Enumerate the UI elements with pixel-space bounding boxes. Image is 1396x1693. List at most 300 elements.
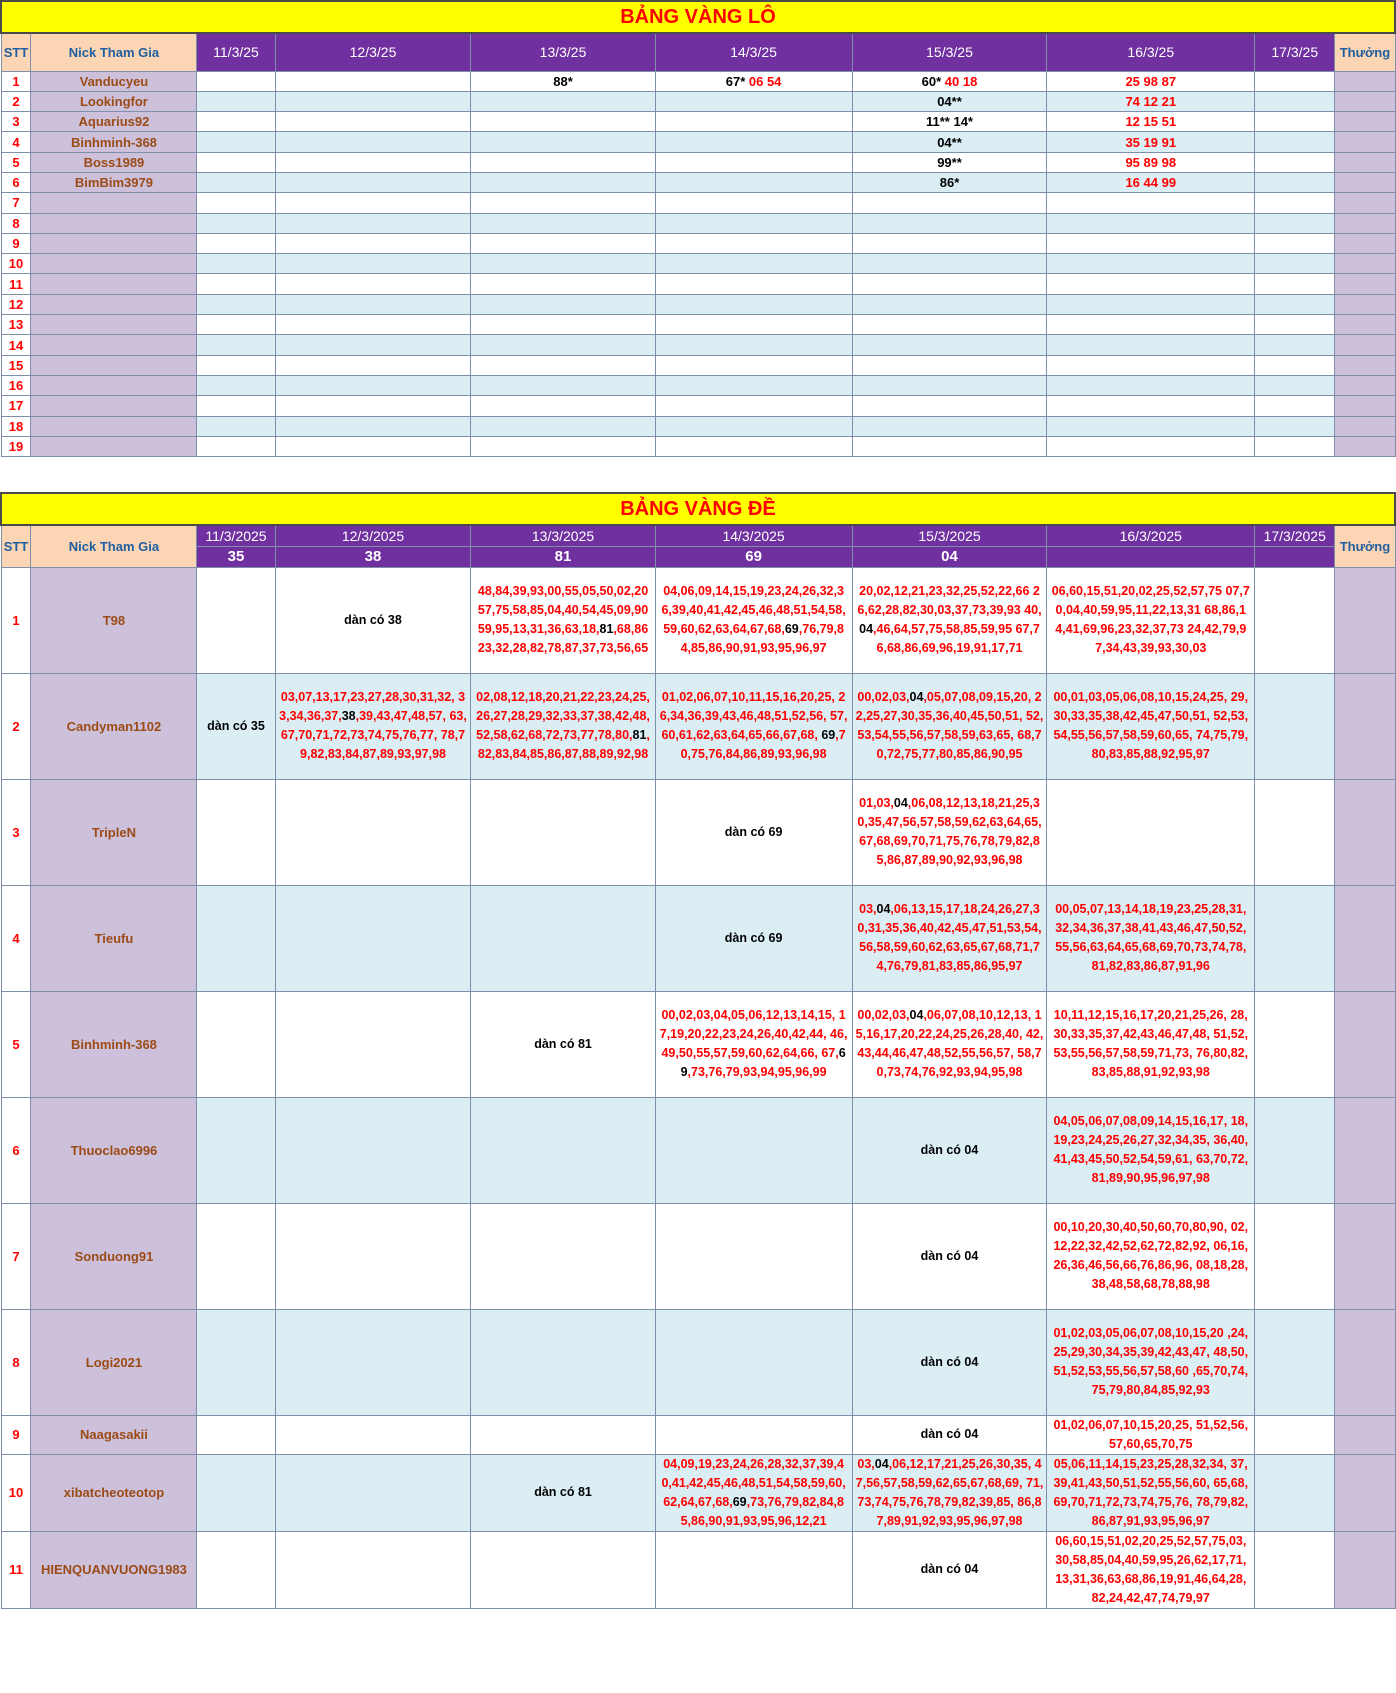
pick-cell bbox=[275, 112, 471, 132]
cell-text: 01,02,06,07,10,11,15,16,20,25, 26,34,36,39,43,46,48,51,52,56, 57,60,61,62,63,64,65,66,67,68, bbox=[659, 690, 848, 742]
pick-cell bbox=[275, 436, 471, 456]
row-thuong bbox=[1335, 172, 1395, 192]
row-stt: 10 bbox=[1, 254, 31, 274]
row-nick: xibatcheoteotop bbox=[31, 1454, 197, 1531]
pick-cell bbox=[275, 991, 471, 1097]
table-row bbox=[1, 885, 1395, 991]
pick-cell bbox=[1047, 294, 1255, 314]
cell-text: 06,60,15,51,02,20,25,52,57,75,03, 30,58,85,04,40,59,95,26,62,17,71, 13,31,36,63,68,86,19,91,46,64,28, 82,24,42,47,74,79,97 bbox=[1055, 1533, 1247, 1605]
row-nick: Vanducyeu bbox=[31, 71, 197, 91]
row-nick: Naagasakii bbox=[31, 1415, 197, 1454]
cell-text: dàn có 69 bbox=[724, 824, 783, 839]
pick-cell bbox=[1047, 1097, 1255, 1203]
cell-text: 03, bbox=[859, 902, 877, 916]
pick-cell bbox=[197, 416, 275, 436]
cell-text: dàn có 81 bbox=[534, 1036, 592, 1051]
row-thuong bbox=[1335, 375, 1395, 395]
table-row bbox=[1, 213, 1395, 233]
pick-cell bbox=[197, 567, 275, 673]
pick-cell bbox=[275, 416, 471, 436]
cell-text: dàn có 04 bbox=[920, 1354, 979, 1369]
pick-cell bbox=[655, 112, 852, 132]
pick-cell bbox=[852, 112, 1047, 132]
pick-cell bbox=[471, 233, 655, 253]
row-thuong bbox=[1335, 416, 1395, 436]
pick-cell bbox=[197, 1309, 275, 1415]
pick-cell bbox=[1255, 152, 1335, 172]
table-row bbox=[1, 152, 1395, 172]
de-header-stt: STT bbox=[1, 525, 31, 567]
table-row bbox=[1, 567, 1395, 673]
row-thuong bbox=[1335, 193, 1395, 213]
de-result: 35 bbox=[197, 546, 275, 567]
pick-cell bbox=[197, 1531, 275, 1608]
de-header-date: 13/3/2025 bbox=[471, 525, 655, 546]
pick-cell bbox=[655, 233, 852, 253]
cell-text: ,70,75,76,84,86,89,93,96,98 bbox=[680, 728, 846, 761]
pick-cell bbox=[655, 673, 852, 779]
pick-cell bbox=[852, 1454, 1047, 1531]
de-header-nick: Nick Tham Gia bbox=[31, 525, 197, 567]
row-stt: 15 bbox=[1, 355, 31, 375]
pick-cell bbox=[655, 1531, 852, 1608]
pick-cell bbox=[1255, 1309, 1335, 1415]
row-thuong bbox=[1335, 1415, 1395, 1454]
pick-cell bbox=[471, 1203, 655, 1309]
pick-cell bbox=[852, 152, 1047, 172]
table-row bbox=[1, 1415, 1395, 1454]
de-result: 81 bbox=[471, 546, 655, 567]
pick-cell bbox=[1047, 254, 1255, 274]
cell-text: dàn có 04 bbox=[920, 1562, 979, 1576]
pick-cell bbox=[655, 396, 852, 416]
pick-cell bbox=[655, 991, 852, 1097]
pick-cell bbox=[471, 396, 655, 416]
row-stt: 2 bbox=[1, 673, 31, 779]
cell-text: 81 bbox=[632, 728, 647, 742]
cell-text: 38 bbox=[341, 709, 356, 723]
pick-cell bbox=[1255, 335, 1335, 355]
pick-cell bbox=[852, 274, 1047, 294]
pick-cell bbox=[1047, 1203, 1255, 1309]
pick-cell bbox=[275, 294, 471, 314]
pick-cell bbox=[1255, 233, 1335, 253]
row-stt: 2 bbox=[1, 91, 31, 111]
row-thuong bbox=[1335, 152, 1395, 172]
pick-cell bbox=[197, 885, 275, 991]
pick-cell bbox=[471, 294, 655, 314]
pick-cell bbox=[1255, 193, 1335, 213]
cell-text: 99** bbox=[937, 154, 962, 170]
row-stt: 11 bbox=[1, 1531, 31, 1608]
cell-text: 69 bbox=[732, 1494, 747, 1509]
pick-cell bbox=[471, 112, 655, 132]
row-thuong bbox=[1335, 335, 1395, 355]
de-table bbox=[0, 492, 1396, 1609]
table-row bbox=[1, 1454, 1395, 1531]
pick-cell bbox=[1047, 416, 1255, 436]
pick-cell bbox=[1255, 1531, 1335, 1608]
pick-cell bbox=[655, 885, 852, 991]
row-thuong bbox=[1335, 1531, 1395, 1608]
pick-cell bbox=[471, 132, 655, 152]
row-nick: Logi2021 bbox=[31, 1309, 197, 1415]
row-nick: Aquarius92 bbox=[31, 112, 197, 132]
lo-header-thuong: Thưởng bbox=[1335, 33, 1395, 71]
lo-header-date: 16/3/25 bbox=[1047, 33, 1255, 71]
cell-text: 04,09,19,23,24,26,28,32,37,39,40,41,42,45,46,48,51,54,58,59,60, 62,64,67,68, bbox=[661, 1456, 846, 1509]
pick-cell bbox=[275, 193, 471, 213]
row-thuong bbox=[1335, 991, 1395, 1097]
pick-cell bbox=[1255, 112, 1335, 132]
pick-cell bbox=[852, 315, 1047, 335]
pick-cell bbox=[852, 193, 1047, 213]
row-stt: 10 bbox=[1, 1454, 31, 1531]
cell-text: 35 19 91 bbox=[1125, 134, 1177, 150]
cell-text: 95 89 98 bbox=[1125, 154, 1177, 170]
cell-text: dàn có 35 bbox=[207, 718, 265, 733]
pick-cell bbox=[852, 375, 1047, 395]
pick-cell bbox=[655, 375, 852, 395]
pick-cell bbox=[655, 436, 852, 456]
row-nick: TripleN bbox=[31, 779, 197, 885]
pick-cell bbox=[1047, 152, 1255, 172]
row-thuong bbox=[1335, 1097, 1395, 1203]
cell-text: 04 bbox=[909, 690, 924, 704]
pick-cell bbox=[197, 172, 275, 192]
pick-cell bbox=[852, 1415, 1047, 1454]
row-stt: 4 bbox=[1, 132, 31, 152]
pick-cell bbox=[197, 436, 275, 456]
de-result bbox=[1047, 546, 1255, 567]
table-row bbox=[1, 1203, 1395, 1309]
pick-cell bbox=[471, 416, 655, 436]
cell-text: 02,08,12,18,20,21,22,23,24,25, 26,27,28,29,32,33,37,38,42,48, 52,58,62,68,72,73,77,78,80, bbox=[476, 690, 650, 742]
cell-text: 67* bbox=[725, 73, 749, 89]
cell-text: 00,02,03, bbox=[857, 690, 910, 704]
pick-cell bbox=[655, 294, 852, 314]
lo-banner-title: BẢNG VÀNG LÔ bbox=[1, 1, 1395, 33]
cell-text: 04** bbox=[937, 134, 962, 150]
lo-table bbox=[0, 0, 1396, 457]
de-result: 69 bbox=[655, 546, 852, 567]
table-row bbox=[1, 396, 1395, 416]
pick-cell bbox=[1255, 673, 1335, 779]
cell-text: 00,10,20,30,40,50,60,70,80,90, 02,12,22,32,42,52,62,72,82,92, 06,16,26,36,46,56,66,76,86,96, 08,18,28,38,48,58,68,78,88,98 bbox=[1053, 1220, 1249, 1291]
pick-cell bbox=[655, 152, 852, 172]
pick-cell bbox=[471, 375, 655, 395]
pick-cell bbox=[1255, 254, 1335, 274]
pick-cell bbox=[655, 71, 852, 91]
table-row bbox=[1, 991, 1395, 1097]
row-nick: T98 bbox=[31, 567, 197, 673]
row-thuong bbox=[1335, 315, 1395, 335]
cell-text: ,39,43,47,48,57, 63,67,70,71,72,73,74,75,76,77, 78,79,82,83,84,87,89,93,97,98 bbox=[280, 709, 467, 761]
table-row bbox=[1, 254, 1395, 274]
pick-cell bbox=[471, 254, 655, 274]
row-stt: 6 bbox=[1, 172, 31, 192]
table-row bbox=[1, 294, 1395, 314]
table-row bbox=[1, 1097, 1395, 1203]
cell-text: 01,03, bbox=[859, 796, 894, 810]
de-header-date: 15/3/2025 bbox=[852, 525, 1047, 546]
cell-text: dàn có 04 bbox=[920, 1427, 979, 1441]
pick-cell bbox=[1255, 436, 1335, 456]
pick-cell bbox=[655, 91, 852, 111]
row-stt: 7 bbox=[1, 1203, 31, 1309]
table-row bbox=[1, 274, 1395, 294]
cell-text: 06 54 bbox=[748, 73, 782, 89]
pick-cell bbox=[471, 1415, 655, 1454]
pick-cell bbox=[852, 436, 1047, 456]
pick-cell bbox=[1047, 1415, 1255, 1454]
table-row bbox=[1, 91, 1395, 111]
row-thuong bbox=[1335, 132, 1395, 152]
pick-cell bbox=[655, 254, 852, 274]
row-nick: Binhminh-368 bbox=[31, 991, 197, 1097]
pick-cell bbox=[471, 213, 655, 233]
pick-cell bbox=[1255, 132, 1335, 152]
pick-cell bbox=[275, 315, 471, 335]
row-thuong bbox=[1335, 673, 1395, 779]
lo-header-stt: STT bbox=[1, 33, 31, 71]
cell-text: 20,02,12,21,23,32,25,52,22,66 26,62,28,82,30,03,37,73,39,93 40, bbox=[857, 584, 1042, 617]
pick-cell bbox=[852, 91, 1047, 111]
pick-cell bbox=[655, 779, 852, 885]
row-thuong bbox=[1335, 213, 1395, 233]
cell-text: 00,05,07,13,14,18,19,23,25,28,31, 32,34,36,37,38,41,43,46,47,50,52, 55,56,63,64,65,68,69,70,73,74,78, 81,82,83,86,87,91,96 bbox=[1055, 902, 1247, 973]
row-nick bbox=[31, 416, 197, 436]
cell-text: 00,02,03,04,05,06,12,13,14,15, 17,19,20,22,23,24,26,40,42,44, 46,49,50,55,57,59,60,62,64,66, 67, bbox=[659, 1008, 848, 1060]
cell-text: dàn có 04 bbox=[920, 1142, 979, 1157]
pick-cell bbox=[1255, 1454, 1335, 1531]
cell-text: , 82,83,84,85,86,87,88,89,92,98 bbox=[477, 728, 650, 761]
de-header-date: 11/3/2025 bbox=[197, 525, 275, 546]
table-row bbox=[1, 1309, 1395, 1415]
pick-cell bbox=[275, 152, 471, 172]
pick-cell bbox=[1255, 1415, 1335, 1454]
pick-cell bbox=[197, 71, 275, 91]
cell-text: 48,84,39,93,00,55,05,50,02,20 57,75,58,85,04,40,54,45,09,90 59,95,13,31,36,63,18, bbox=[477, 584, 649, 636]
cell-text: dàn có 38 bbox=[344, 612, 402, 627]
pick-cell bbox=[852, 335, 1047, 355]
pick-cell bbox=[197, 1097, 275, 1203]
pick-cell bbox=[655, 1454, 852, 1531]
cell-text: 40 18 bbox=[944, 73, 978, 89]
row-thuong bbox=[1335, 112, 1395, 132]
pick-cell bbox=[471, 779, 655, 885]
pick-cell bbox=[852, 567, 1047, 673]
de-header-date: 12/3/2025 bbox=[275, 525, 471, 546]
pick-cell bbox=[655, 1415, 852, 1454]
pick-cell bbox=[655, 355, 852, 375]
pick-cell bbox=[1255, 71, 1335, 91]
row-stt: 9 bbox=[1, 233, 31, 253]
pick-cell bbox=[471, 1531, 655, 1608]
row-thuong bbox=[1335, 1203, 1395, 1309]
cell-text: 74 12 21 bbox=[1125, 93, 1177, 109]
table-row bbox=[1, 172, 1395, 192]
row-thuong bbox=[1335, 355, 1395, 375]
pick-cell bbox=[197, 1203, 275, 1309]
cell-text: 04 bbox=[859, 622, 874, 636]
row-nick bbox=[31, 213, 197, 233]
table-row bbox=[1, 1531, 1395, 1608]
row-thuong bbox=[1335, 294, 1395, 314]
pick-cell bbox=[655, 416, 852, 436]
row-nick: Sonduong91 bbox=[31, 1203, 197, 1309]
pick-cell bbox=[471, 335, 655, 355]
cell-text: 04,06,09,14,15,19,23,24,26,32,36,39,40,41,42,45,46,48,51,54,58,59,60,62,63,64,67,68, bbox=[661, 584, 846, 636]
table-row bbox=[1, 335, 1395, 355]
de-result: 04 bbox=[852, 546, 1047, 567]
pick-cell bbox=[275, 1415, 471, 1454]
cell-text: 00,01,03,05,06,08,10,15,24,25, 29,30,33,35,38,42,45,47,50,51, 52,53,54,55,56,57,58,59,60,65, 74,75,79,80,83,85,88,92,95,97 bbox=[1053, 690, 1249, 761]
table-row bbox=[1, 315, 1395, 335]
pick-cell bbox=[655, 132, 852, 152]
row-stt: 14 bbox=[1, 335, 31, 355]
pick-cell bbox=[197, 294, 275, 314]
pick-cell bbox=[1255, 315, 1335, 335]
pick-cell bbox=[471, 567, 655, 673]
pick-cell bbox=[852, 1203, 1047, 1309]
pick-cell bbox=[275, 1203, 471, 1309]
pick-cell bbox=[1047, 335, 1255, 355]
table-row bbox=[1, 375, 1395, 395]
row-nick bbox=[31, 375, 197, 395]
cell-text: 04 bbox=[893, 796, 908, 810]
pick-cell bbox=[1047, 112, 1255, 132]
row-stt: 16 bbox=[1, 375, 31, 395]
pick-cell bbox=[197, 335, 275, 355]
pick-cell bbox=[852, 1531, 1047, 1608]
row-stt: 3 bbox=[1, 779, 31, 885]
pick-cell bbox=[852, 172, 1047, 192]
pick-cell bbox=[655, 274, 852, 294]
pick-cell bbox=[275, 335, 471, 355]
pick-cell bbox=[1255, 885, 1335, 991]
cell-text: 04 bbox=[876, 902, 891, 916]
cell-text: ,06,13,15,17,18,24,26,27,30,31,35,36,40,42,45,47,51,53,54,56,58,59,60,62,63,65,67,68,71,74,76,79,81,83,85,86,95,97 bbox=[857, 902, 1042, 973]
lo-header-date: 15/3/25 bbox=[852, 33, 1047, 71]
row-stt: 19 bbox=[1, 436, 31, 456]
pick-cell bbox=[197, 132, 275, 152]
pick-cell bbox=[1047, 396, 1255, 416]
pick-cell bbox=[471, 71, 655, 91]
row-stt: 4 bbox=[1, 885, 31, 991]
row-nick bbox=[31, 193, 197, 213]
pick-cell bbox=[655, 172, 852, 192]
cell-text: ,68,86 23,32,28,82,78,87,37,73,56,65 bbox=[477, 622, 649, 655]
row-thuong bbox=[1335, 436, 1395, 456]
pick-cell bbox=[197, 274, 275, 294]
cell-text: 04 bbox=[909, 1008, 924, 1022]
pick-cell bbox=[655, 1309, 852, 1415]
pick-cell bbox=[197, 1415, 275, 1454]
row-nick: BimBim3979 bbox=[31, 172, 197, 192]
cell-text: 10,11,12,15,16,17,20,21,25,26, 28,30,33,35,37,42,43,46,47,48, 51,52,53,55,56,57,58,59,71,73, 76,80,82,83,85,88,91,92,93,98 bbox=[1053, 1008, 1249, 1079]
cell-text: ,76,79,84,85,86,90,91,93,95,96,97 bbox=[680, 622, 844, 655]
cell-text: 12 15 51 bbox=[1125, 114, 1177, 130]
pick-cell bbox=[275, 673, 471, 779]
row-stt: 12 bbox=[1, 294, 31, 314]
table-row bbox=[1, 233, 1395, 253]
pick-cell bbox=[852, 233, 1047, 253]
pick-cell bbox=[1255, 779, 1335, 885]
pick-cell bbox=[852, 254, 1047, 274]
pick-cell bbox=[1047, 375, 1255, 395]
pick-cell bbox=[1047, 1454, 1255, 1531]
pick-cell bbox=[275, 172, 471, 192]
row-stt: 5 bbox=[1, 991, 31, 1097]
pick-cell bbox=[197, 991, 275, 1097]
pick-cell bbox=[197, 396, 275, 416]
row-nick: HIENQUANVUONG1983 bbox=[31, 1531, 197, 1608]
pick-cell bbox=[1255, 213, 1335, 233]
pick-cell bbox=[471, 315, 655, 335]
pick-cell bbox=[852, 294, 1047, 314]
pick-cell bbox=[1047, 233, 1255, 253]
row-stt: 6 bbox=[1, 1097, 31, 1203]
pick-cell bbox=[1255, 416, 1335, 436]
pick-cell bbox=[1047, 991, 1255, 1097]
pick-cell bbox=[471, 1454, 655, 1531]
pick-cell bbox=[1047, 1309, 1255, 1415]
row-thuong bbox=[1335, 567, 1395, 673]
row-stt: 9 bbox=[1, 1415, 31, 1454]
table-row bbox=[1, 71, 1395, 91]
pick-cell bbox=[1047, 1531, 1255, 1608]
pick-cell bbox=[197, 375, 275, 395]
row-stt: 8 bbox=[1, 213, 31, 233]
pick-cell bbox=[197, 112, 275, 132]
pick-cell bbox=[852, 885, 1047, 991]
cell-text: 04** bbox=[937, 93, 962, 109]
pick-cell bbox=[1047, 71, 1255, 91]
pick-cell bbox=[197, 315, 275, 335]
pick-cell bbox=[655, 1203, 852, 1309]
pick-cell bbox=[471, 1097, 655, 1203]
pick-cell bbox=[471, 152, 655, 172]
pick-cell bbox=[275, 1097, 471, 1203]
pick-cell bbox=[1047, 193, 1255, 213]
cell-text: 03,07,13,17,23,27,28,30,31,32, 33,34,36,37, bbox=[279, 690, 466, 723]
cell-text: ,46,64,57,75,58,85,59,95 67,76,68,86,69,96,19,91,17,71 bbox=[873, 622, 1040, 655]
pick-cell bbox=[1255, 355, 1335, 375]
pick-cell bbox=[655, 1097, 852, 1203]
row-stt: 1 bbox=[1, 567, 31, 673]
pick-cell bbox=[852, 416, 1047, 436]
row-thuong bbox=[1335, 91, 1395, 111]
pick-cell bbox=[852, 355, 1047, 375]
pick-cell bbox=[655, 315, 852, 335]
row-nick: Tieufu bbox=[31, 885, 197, 991]
row-stt: 3 bbox=[1, 112, 31, 132]
pick-cell bbox=[1255, 1203, 1335, 1309]
pick-cell bbox=[275, 254, 471, 274]
pick-cell bbox=[471, 673, 655, 779]
cell-text: ,06,08,12,13,18,21,25,30,35,47,56,57,58,59,62,63,64,65,67,68,69,70,71,75,76,78,79,82,85,86,87,89,90,92,93,96,98 bbox=[857, 796, 1042, 867]
cell-text: 01,02,06,07,10,15,20,25, 51,52,56,57,60,65,70,75 bbox=[1053, 1417, 1249, 1451]
cell-text: 00,02,03, bbox=[857, 1008, 910, 1022]
pick-cell bbox=[275, 132, 471, 152]
cell-text: 04,05,06,07,08,09,14,15,16,17, 18,19,23,24,25,26,27,32,34,35, 36,40,41,43,45,50,52,54,59,61, 63,70,72,81,89,90,95,96,97,98 bbox=[1053, 1114, 1249, 1185]
row-nick bbox=[31, 274, 197, 294]
pick-cell bbox=[275, 274, 471, 294]
pick-cell bbox=[1047, 436, 1255, 456]
row-nick bbox=[31, 233, 197, 253]
cell-text: dàn có 04 bbox=[920, 1248, 979, 1263]
